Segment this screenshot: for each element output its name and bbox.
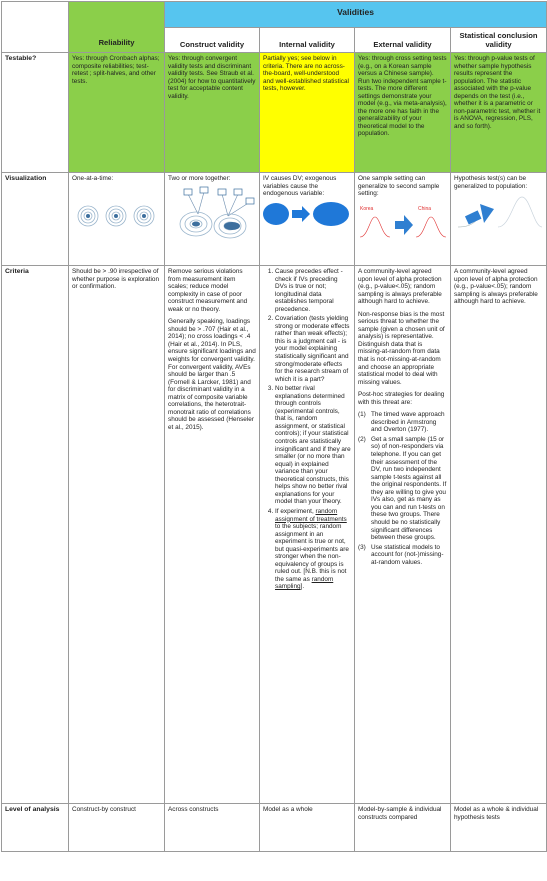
visualization-internal-text: IV causes DV; exogenous variables cause the endogenous variable: <box>263 175 337 198</box>
criteria-label: Criteria <box>2 266 69 804</box>
random-assignment-link: random assignment of treatments <box>275 507 347 523</box>
testable-internal: Partially yes; see below in criteria. There are no across-the-board, well-understood and well-established statistical tests, however. <box>260 53 355 173</box>
level-statistical: Model as a whole & individual hypothesis tests <box>451 804 547 852</box>
criteria-reliability-text: Should be > .90 irrespective of whether purpose is exploration or confirmation. <box>72 268 160 291</box>
visualization-label: Visualization <box>2 173 69 266</box>
criteria-internal-item: 3. No better rival explanations determined through controls (experimental controls, that is, random assignment, or statistical controls); if your statistical controls are statistically insignificant and if they are smaller (or no more than equal) in explained variance than your theoretical constructs, this helps show no better rival explanations for your model than your theory. <box>275 385 351 506</box>
internal-header: Internal validity <box>260 28 355 53</box>
visualization-reliability-text: One-at-a-time: <box>72 175 114 182</box>
level-external: Model-by-sample & individual constructs compared <box>355 804 451 852</box>
item4-end: ]. <box>300 583 305 591</box>
level-construct: Across constructs <box>165 804 260 852</box>
criteria-row <box>2 266 547 804</box>
random-sampling-link: random sampling <box>275 575 334 591</box>
visualization-reliability <box>69 173 165 266</box>
criteria-statistical-text: A community-level agreed upon level of alpha protection (e.g., p-value<.05); random sampling is always preferable although hard to achieve. <box>454 268 538 306</box>
level-internal: Model as a whole <box>260 804 355 852</box>
item4-pre: If experiment, <box>275 507 314 515</box>
criteria-external-p2: Non-response bias is the most serious threat to whether the sample (given a chosen unit of analysis) is representative. Distinguish data that is missing-at-random from data that is not-missing-at-random and choose an appropriate statistical model to deal with missing values. <box>358 310 445 386</box>
criteria-external-p1: A community-level agreed upon level of alpha protection (e.g., p-value<.05); random sampling is always preferable although hard to achieve. <box>358 268 442 306</box>
criteria-external-item: (3) Use statistical models to account for (not-)missing-at-random values. <box>358 543 444 566</box>
corner-cell <box>2 2 69 53</box>
level-label: Level of analysis <box>2 804 69 852</box>
criteria-reliability <box>69 266 165 804</box>
testable-label: Testable? <box>2 53 69 173</box>
criteria-internal-list <box>263 268 351 591</box>
visualization-construct <box>165 173 260 266</box>
criteria-external-item: (2) Get a small sample (15 or so) of non-responders via telephone. If you can get their assessment of the DV, run two independent sample t-tests against all the original respondents. If they are willing to give you IVs also, get as many as you can and run t-tests on these two groups. There should be no statistically significant differences between these groups. <box>358 435 447 542</box>
criteria-internal-item: 1. Cause precedes effect - check if IVs preceding DVs is true or not; longitudinal data establishes temporal precedence. <box>275 268 351 313</box>
validities-header: Validities <box>165 2 547 28</box>
visualization-external-text: One sample setting can generalize to second sample setting: <box>358 175 440 198</box>
testable-reliability: Yes: through Cronbach alphas; composite reliabilities; test-retest ; split-halves, and other tests. <box>69 53 165 173</box>
visualization-row <box>2 173 547 266</box>
criteria-construct-p2: Generally speaking, loadings should be > .707 (Hair et al., 2014); no cross loadings < .4 (Hair et al., 2014). In PLS, ensure significant loadings and weights for convergent validity. For convergent validity, AVEs should be larger than .5 (Fornell & Larcker, 1981) and for discriminant validity in a matrix of composite variable correlations, the heterotrait-monotrait ratio of correlations should be assessed (Henseler et al., 2015). <box>168 318 256 431</box>
criteria-internal-item: 2. Covariation (tests yielding strong or moderate effects rather than weak effects); this is a judgment call - is your model explaining statistically significant and strong/moderate effects for the research stream of which it is a part? <box>275 315 351 383</box>
visualization-statistical <box>451 173 547 266</box>
testable-row <box>2 53 547 173</box>
construct-header: Construct validity <box>165 28 260 53</box>
testable-statistical: Yes: through p-value tests of whether sample hypothesis results represent the population. The statistic associated with the p-value depends on the test (i.e., whether it is a parametric or non-parametric test, whether it is ANOVA, regression, PLS, and so forth). <box>451 53 547 173</box>
visualization-construct-text: Two or more together: <box>168 175 231 182</box>
criteria-internal-item-4 <box>275 508 351 591</box>
generalization-arrow-icon <box>358 201 446 241</box>
criteria-construct <box>165 266 260 804</box>
criteria-construct-p1: Remove serious violations from measurement item scales; reduce model complexity in case of poor construct measurement and weak or no theory. <box>168 268 248 313</box>
reliability-header: Reliability <box>98 38 135 48</box>
visualization-internal <box>260 173 355 266</box>
construct-network-icon <box>168 186 256 244</box>
china-label: China <box>418 205 432 212</box>
criteria-external <box>355 266 451 804</box>
concentric-circles-icon <box>72 186 160 236</box>
population-arrow-icon <box>454 193 542 229</box>
level-reliability: Construct-by construct <box>69 804 165 852</box>
validities-table <box>1 1 547 852</box>
reliability-header-cell <box>69 2 165 53</box>
external-header: External validity <box>355 28 451 53</box>
criteria-statistical <box>451 266 547 804</box>
statistical-header: Statistical conclusion validity <box>451 28 547 53</box>
testable-external: Yes: through cross setting tests (e.g., on a Korean sample versus a Chinese sample). Run two independent sample t-tests. The more different settings demonstrate your model (e.g., via meta-analysis), the more one has faith in the generalizability of your theoretical model to the population. <box>355 53 451 173</box>
criteria-external-list <box>358 411 447 566</box>
criteria-external-p3: Post-hoc strategies for dealing with this threat are: <box>358 391 445 406</box>
visualization-external <box>355 173 451 266</box>
korea-label: Korea <box>360 205 374 212</box>
criteria-external-item: (1) The timed wave approach described in Armstrong and Overton (1977). <box>358 411 445 434</box>
item4-mid: to the subjects; random assignment in an experiment is true or not, but quasi-experiments are stronger when the non-equivalency of groups is ruled out. [N.B. this is not the same as <box>275 523 349 583</box>
causal-flow-icon <box>263 201 351 227</box>
criteria-internal <box>260 266 355 804</box>
visualization-statistical-text: Hypothesis test(s) can be generalized to population: <box>454 175 528 190</box>
testable-construct: Yes: through convergent validity tests and discriminant validity tests. See Straub et al. (2004) for how to quantitatively test for acceptable content validity. <box>165 53 260 173</box>
level-row <box>2 804 547 852</box>
